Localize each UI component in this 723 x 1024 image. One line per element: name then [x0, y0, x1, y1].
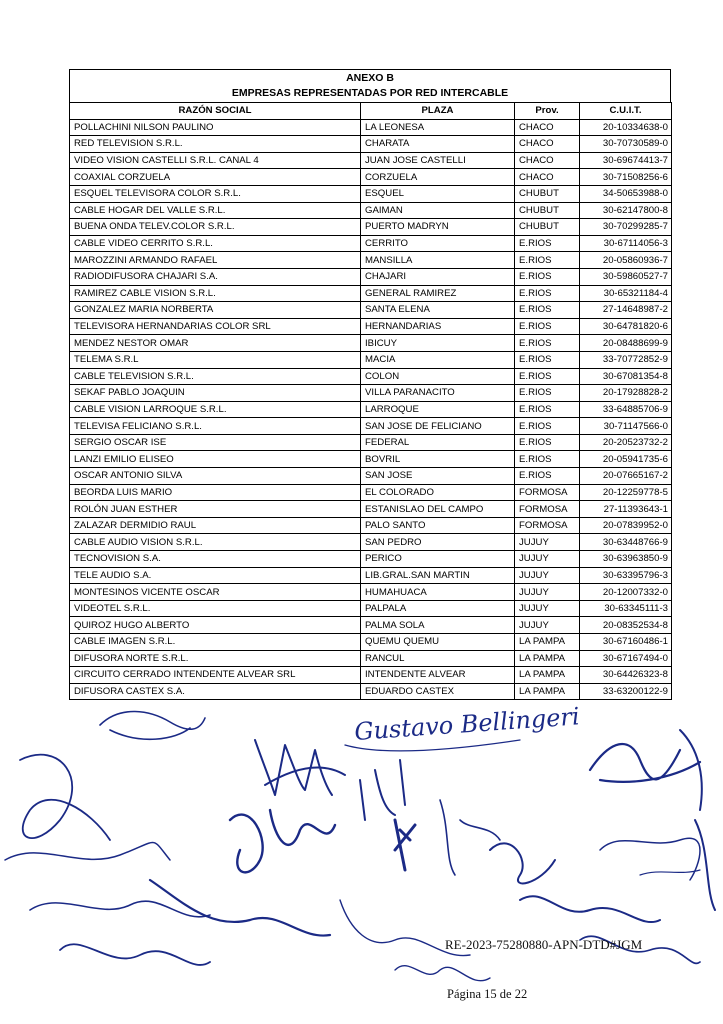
cell-prov: CHUBUT — [515, 219, 580, 236]
cell-prov: CHUBUT — [515, 202, 580, 219]
cell-cuit: 30-71508256-6 — [580, 169, 672, 186]
column-header-plaza: PLAZA — [361, 103, 515, 120]
cell-prov: JUJUY — [515, 551, 580, 568]
cell-prov: E.RIOS — [515, 302, 580, 319]
page-number: Página 15 de 22 — [447, 987, 528, 1001]
cell-cuit: 20-05860936-7 — [580, 252, 672, 269]
cell-prov: FORMOSA — [515, 501, 580, 518]
cell-prov: LA PAMPA — [515, 667, 580, 684]
table-row — [70, 136, 672, 153]
table-row — [70, 468, 672, 485]
signature-scribble — [100, 711, 205, 739]
cell-razon-social: TECNOVISION S.A. — [70, 551, 361, 568]
cell-prov: JUJUY — [515, 600, 580, 617]
table-row — [70, 584, 672, 601]
cell-plaza: GENERAL RAMIREZ — [361, 285, 515, 302]
table-row — [70, 517, 672, 534]
cell-razon-social: OSCAR ANTONIO SILVA — [70, 468, 361, 485]
cell-razon-social: MENDEZ NESTOR OMAR — [70, 335, 361, 352]
cell-prov: E.RIOS — [515, 418, 580, 435]
cell-razon-social: CABLE IMAGEN S.R.L. — [70, 634, 361, 651]
table-row — [70, 418, 672, 435]
cell-cuit: 20-12259778-5 — [580, 484, 672, 501]
cell-plaza: QUEMU QUEMU — [361, 634, 515, 651]
cell-cuit: 30-67114056-3 — [580, 235, 672, 252]
cell-cuit: 20-20523732-2 — [580, 434, 672, 451]
cell-plaza: INTENDENTE ALVEAR — [361, 667, 515, 684]
cell-razon-social: DIFUSORA CASTEX S.A. — [70, 683, 361, 700]
signature-scribble — [600, 838, 700, 880]
cell-cuit: 30-70299285-7 — [580, 219, 672, 236]
cell-plaza: ESTANISLAO DEL CAMPO — [361, 501, 515, 518]
cell-plaza: IBICUY — [361, 335, 515, 352]
cell-plaza: HERNANDARIAS — [361, 318, 515, 335]
cell-prov: E.RIOS — [515, 401, 580, 418]
annex-subtitle: EMPRESAS REPRESENTADAS POR RED INTERCABLE — [231, 87, 509, 99]
table-row — [70, 434, 672, 451]
cell-cuit: 30-67081354-8 — [580, 368, 672, 385]
cell-prov: E.RIOS — [515, 368, 580, 385]
cell-cuit: 30-63963850-9 — [580, 551, 672, 568]
column-header-prov: Prov. — [515, 103, 580, 120]
cell-prov: CHUBUT — [515, 185, 580, 202]
cell-razon-social: ROLÓN JUAN ESTHER — [70, 501, 361, 518]
cell-cuit: 20-07839952-0 — [580, 517, 672, 534]
cell-razon-social: GONZALEZ MARIA NORBERTA — [70, 302, 361, 319]
cell-cuit: 30-63395796-3 — [580, 567, 672, 584]
cell-razon-social: POLLACHINI NILSON PAULINO — [70, 119, 361, 136]
table-row — [70, 351, 672, 368]
cell-cuit: 20-05941735-6 — [580, 451, 672, 468]
table-row — [70, 302, 672, 319]
table-row — [70, 667, 672, 684]
cell-razon-social: TELEVISORA HERNANDARIAS COLOR SRL — [70, 318, 361, 335]
cell-cuit: 20-17928828-2 — [580, 385, 672, 402]
cell-prov: JUJUY — [515, 584, 580, 601]
table-row — [70, 567, 672, 584]
signature-scribble — [360, 760, 405, 820]
cell-plaza: PALMA SOLA — [361, 617, 515, 634]
cell-plaza: MACIA — [361, 351, 515, 368]
cell-cuit: 30-69674413-7 — [580, 152, 672, 169]
cell-cuit: 20-12007332-0 — [580, 584, 672, 601]
cell-cuit: 20-10334638-0 — [580, 119, 672, 136]
cell-plaza: LA LEONESA — [361, 119, 515, 136]
table-row — [70, 634, 672, 651]
cell-razon-social: CABLE AUDIO VISION S.R.L. — [70, 534, 361, 551]
cell-plaza: GAIMAN — [361, 202, 515, 219]
signature-name: Gustavo Bellingeri — [353, 702, 581, 746]
cell-plaza: CHARATA — [361, 136, 515, 153]
cell-prov: E.RIOS — [515, 468, 580, 485]
cell-razon-social: SERGIO OSCAR ISE — [70, 434, 361, 451]
cell-plaza: PALO SANTO — [361, 517, 515, 534]
table-row — [70, 683, 672, 700]
cell-razon-social: QUIROZ HUGO ALBERTO — [70, 617, 361, 634]
column-header-cuit: C.U.I.T. — [580, 103, 672, 120]
cell-razon-social: TELE AUDIO S.A. — [70, 567, 361, 584]
table-row — [70, 401, 672, 418]
cell-prov: JUJUY — [515, 534, 580, 551]
cell-plaza: EDUARDO CASTEX — [361, 683, 515, 700]
table-row — [70, 318, 672, 335]
table-row — [70, 202, 672, 219]
cell-prov: JUJUY — [515, 617, 580, 634]
cell-prov: E.RIOS — [515, 252, 580, 269]
annex-title: ANEXO B — [346, 72, 394, 84]
cell-prov: E.RIOS — [515, 285, 580, 302]
cell-prov: E.RIOS — [515, 335, 580, 352]
table-row — [70, 185, 672, 202]
cell-plaza: MANSILLA — [361, 252, 515, 269]
cell-prov: E.RIOS — [515, 351, 580, 368]
cell-prov: FORMOSA — [515, 484, 580, 501]
table-row — [70, 650, 672, 667]
cell-razon-social: CABLE VISION LARROQUE S.R.L. — [70, 401, 361, 418]
cell-cuit: 30-63448766-9 — [580, 534, 672, 551]
cell-plaza: PUERTO MADRYN — [361, 219, 515, 236]
cell-cuit: 20-08488699-9 — [580, 335, 672, 352]
cell-razon-social: ZALAZAR DERMIDIO RAUL — [70, 517, 361, 534]
cell-razon-social: LANZI EMILIO ELISEO — [70, 451, 361, 468]
cell-cuit: 30-67167494-0 — [580, 650, 672, 667]
cell-cuit: 30-70730589-0 — [580, 136, 672, 153]
cell-cuit: 33-64885706-9 — [580, 401, 672, 418]
table-row — [70, 534, 672, 551]
cell-cuit: 30-65321184-4 — [580, 285, 672, 302]
cell-razon-social: TELEVISA FELICIANO S.R.L. — [70, 418, 361, 435]
signature-scribble — [60, 944, 210, 965]
table-row — [70, 285, 672, 302]
cell-plaza: SAN JOSE DE FELICIANO — [361, 418, 515, 435]
cell-razon-social: CIRCUITO CERRADO INTENDENTE ALVEAR SRL — [70, 667, 361, 684]
cell-plaza: FEDERAL — [361, 434, 515, 451]
annex-sheet — [69, 69, 671, 700]
table-row — [70, 169, 672, 186]
cell-cuit: 33-70772852-9 — [580, 351, 672, 368]
signature-scribble — [440, 800, 500, 875]
cell-cuit: 34-50653988-0 — [580, 185, 672, 202]
cell-plaza: PALPALA — [361, 600, 515, 617]
cell-plaza: CERRITO — [361, 235, 515, 252]
signature-scribble — [520, 896, 660, 922]
cell-plaza: CHAJARI — [361, 268, 515, 285]
cell-prov: CHACO — [515, 152, 580, 169]
cell-cuit: 30-64781820-6 — [580, 318, 672, 335]
table-row — [70, 501, 672, 518]
signature-scribble — [150, 880, 330, 936]
cell-plaza: RANCUL — [361, 650, 515, 667]
cell-razon-social: CABLE HOGAR DEL VALLE S.R.L. — [70, 202, 361, 219]
cell-prov: E.RIOS — [515, 385, 580, 402]
table-row — [70, 119, 672, 136]
cell-cuit: 27-11393643-1 — [580, 501, 672, 518]
cell-plaza: ESQUEL — [361, 185, 515, 202]
cell-plaza: LARROQUE — [361, 401, 515, 418]
cell-plaza: EL COLORADO — [361, 484, 515, 501]
cell-plaza: LIB.GRAL.SAN MARTIN — [361, 567, 515, 584]
cell-cuit: 33-63200122-9 — [580, 683, 672, 700]
table-row — [70, 252, 672, 269]
cell-prov: E.RIOS — [515, 318, 580, 335]
signature-scribble — [395, 966, 490, 981]
cell-razon-social: DIFUSORA NORTE S.R.L. — [70, 650, 361, 667]
cell-razon-social: MONTESINOS VICENTE OSCAR — [70, 584, 361, 601]
table-row — [70, 268, 672, 285]
cell-plaza: VILLA PARANACITO — [361, 385, 515, 402]
cell-razon-social: RADIODIFUSORA CHAJARI S.A. — [70, 268, 361, 285]
signature-scribble — [255, 740, 345, 795]
cell-prov: E.RIOS — [515, 235, 580, 252]
cell-cuit: 30-63345111-3 — [580, 600, 672, 617]
table-row — [70, 600, 672, 617]
cell-razon-social: CABLE VIDEO CERRITO S.R.L. — [70, 235, 361, 252]
document-stamp: RE-2023-75280880-APN-DTD#JGM — [445, 937, 643, 952]
signature-scribble — [230, 810, 335, 872]
cell-prov: CHACO — [515, 119, 580, 136]
cell-prov: E.RIOS — [515, 434, 580, 451]
cell-plaza: PERICO — [361, 551, 515, 568]
cell-prov: E.RIOS — [515, 268, 580, 285]
cell-prov: LA PAMPA — [515, 634, 580, 651]
cell-razon-social: MAROZZINI ARMANDO RAFAEL — [70, 252, 361, 269]
table-row — [70, 335, 672, 352]
cell-cuit: 30-64426323-8 — [580, 667, 672, 684]
cell-plaza: JUAN JOSE CASTELLI — [361, 152, 515, 169]
table-row — [70, 368, 672, 385]
table-header-row — [70, 103, 672, 120]
signature-scribble — [590, 744, 700, 782]
cell-razon-social: VIDEO VISION CASTELLI S.R.L. CANAL 4 — [70, 152, 361, 169]
cell-plaza: HUMAHUACA — [361, 584, 515, 601]
cell-prov: CHACO — [515, 169, 580, 186]
cell-cuit: 30-62147800-8 — [580, 202, 672, 219]
cell-prov: E.RIOS — [515, 451, 580, 468]
cell-cuit: 20-07665167-2 — [580, 468, 672, 485]
cell-razon-social: ESQUEL TELEVISORA COLOR S.R.L. — [70, 185, 361, 202]
annex-header — [69, 69, 671, 102]
cell-razon-social: BUENA ONDA TELEV.COLOR S.R.L. — [70, 219, 361, 236]
signature-scribble — [5, 843, 170, 861]
table-row — [70, 484, 672, 501]
cell-razon-social: BEORDA LUIS MARIO — [70, 484, 361, 501]
cell-plaza: COLON — [361, 368, 515, 385]
table-row — [70, 617, 672, 634]
table-row — [70, 235, 672, 252]
cell-cuit: 30-71147566-0 — [580, 418, 672, 435]
cell-prov: CHACO — [515, 136, 580, 153]
companies-table — [69, 102, 672, 700]
cell-cuit: 30-59860527-7 — [580, 268, 672, 285]
cell-cuit: 20-08352534-8 — [580, 617, 672, 634]
cell-cuit: 30-67160486-1 — [580, 634, 672, 651]
table-body — [70, 119, 672, 700]
signature-scribble — [395, 820, 415, 870]
cell-razon-social: COAXIAL CORZUELA — [70, 169, 361, 186]
cell-plaza: BOVRIL — [361, 451, 515, 468]
cell-razon-social: CABLE TELEVISION S.R.L. — [70, 368, 361, 385]
cell-razon-social: VIDEOTEL S.R.L. — [70, 600, 361, 617]
cell-plaza: SAN PEDRO — [361, 534, 515, 551]
table-row — [70, 451, 672, 468]
column-header-razon-social: RAZÓN SOCIAL — [70, 103, 361, 120]
cell-plaza: CORZUELA — [361, 169, 515, 186]
signature-scribble — [20, 755, 110, 840]
cell-prov: LA PAMPA — [515, 650, 580, 667]
cell-prov: LA PAMPA — [515, 683, 580, 700]
cell-plaza: SAN JOSE — [361, 468, 515, 485]
signature-scribble — [490, 843, 555, 883]
table-row — [70, 219, 672, 236]
cell-prov: FORMOSA — [515, 517, 580, 534]
cell-prov: JUJUY — [515, 567, 580, 584]
cell-cuit: 27-14648987-2 — [580, 302, 672, 319]
cell-razon-social: RAMIREZ CABLE VISION S.R.L. — [70, 285, 361, 302]
cell-razon-social: RED TELEVISION S.R.L. — [70, 136, 361, 153]
cell-razon-social: SEKAF PABLO JOAQUIN — [70, 385, 361, 402]
table-row — [70, 152, 672, 169]
signatures-area — [0, 700, 723, 1024]
cell-razon-social: TELEMA S.R.L — [70, 351, 361, 368]
signature-scribble — [680, 730, 715, 910]
cell-plaza: SANTA ELENA — [361, 302, 515, 319]
table-row — [70, 385, 672, 402]
signature-scribble — [640, 870, 700, 875]
table-row — [70, 551, 672, 568]
